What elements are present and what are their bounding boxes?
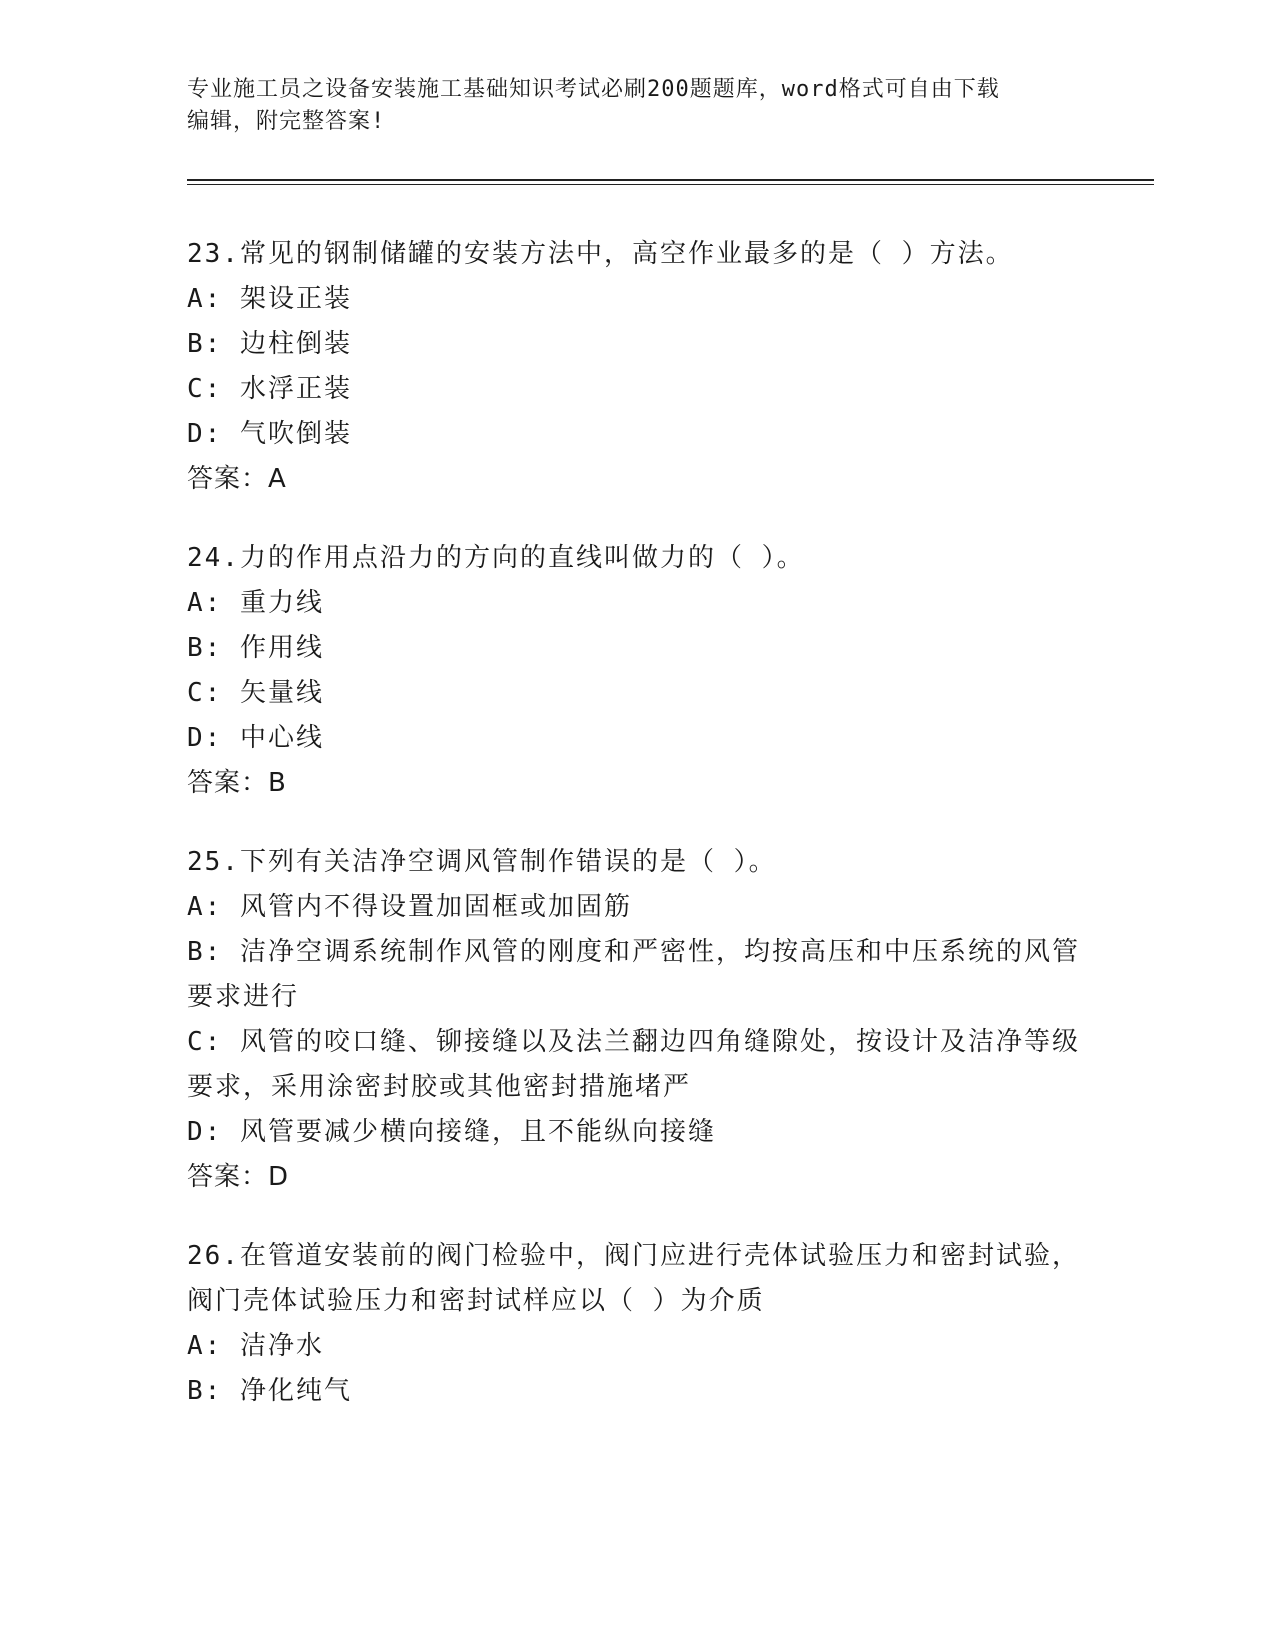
option-c: C: 矢量线 <box>187 678 324 708</box>
header-title-line-2: 编辑，附完整答案! <box>187 109 386 134</box>
document-header <box>187 74 1087 138</box>
option-b: B: 边柱倒装 <box>187 329 352 359</box>
header-divider-thick <box>187 179 1154 181</box>
question-23 <box>187 232 1087 502</box>
option-b: B: 净化纯气 <box>187 1376 352 1406</box>
answer: 答案：D <box>187 1162 290 1192</box>
option-d: D: 风管要减少横向接缝，且不能纵向接缝 <box>187 1117 716 1147</box>
question-list <box>187 232 1087 1448</box>
question-25 <box>187 840 1087 1200</box>
option-a: A: 重力线 <box>187 588 324 618</box>
answer: 答案：A <box>187 464 287 494</box>
question-24 <box>187 536 1087 806</box>
option-d: D: 气吹倒装 <box>187 419 352 449</box>
answer: 答案：B <box>187 768 287 798</box>
question-26 <box>187 1234 1087 1414</box>
question-stem: 26.在管道安装前的阀门检验中，阀门应进行壳体试验压力和密封试验，阀门壳体试验压力和密封试样应以（ ）为介质 <box>187 1241 1080 1316</box>
question-stem: 24.力的作用点沿力的方向的直线叫做力的（ ）。 <box>187 543 805 573</box>
option-a: A: 架设正装 <box>187 284 352 314</box>
header-divider-thin <box>187 184 1154 185</box>
option-d: D: 中心线 <box>187 723 324 753</box>
option-a: A: 风管内不得设置加固框或加固筋 <box>187 892 632 922</box>
header-title-line-1: 专业施工员之设备安装施工基础知识考试必刷200题题库，word格式可自由下载 <box>187 77 1000 102</box>
option-c: C: 水浮正装 <box>187 374 352 404</box>
question-stem: 23.常见的钢制储罐的安装方法中，高空作业最多的是（ ）方法。 <box>187 239 1014 269</box>
question-stem: 25.下列有关洁净空调风管制作错误的是（ ）。 <box>187 847 777 877</box>
option-b: B: 作用线 <box>187 633 324 663</box>
option-c: C: 风管的咬口缝、铆接缝以及法兰翻边四角缝隙处，按设计及洁净等级要求，采用涂密封胶或其他密封措施堵严 <box>187 1027 1080 1102</box>
option-a: A: 洁净水 <box>187 1331 324 1361</box>
option-b: B: 洁净空调系统制作风管的刚度和严密性，均按高压和中压系统的风管要求进行 <box>187 937 1080 1012</box>
